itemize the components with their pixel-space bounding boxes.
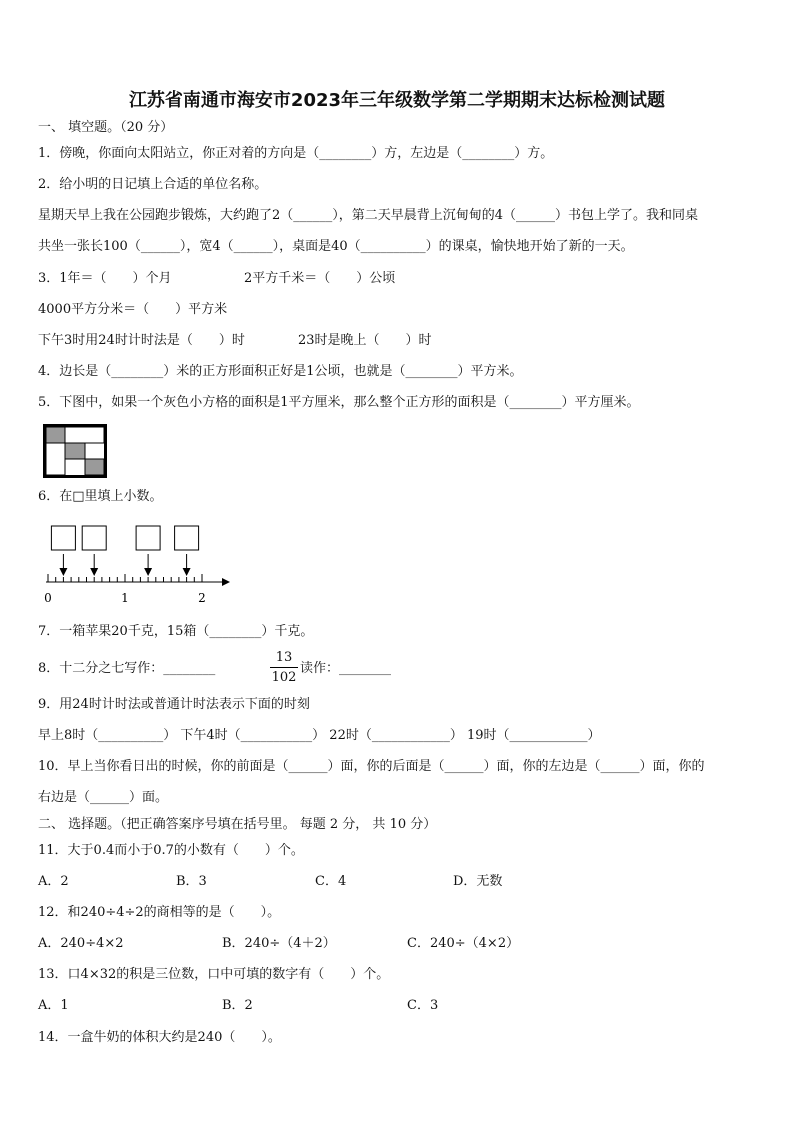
question-3-part-b: 2平方千米＝（ ）公顷 — [244, 271, 396, 286]
pointer-arrow-icon — [144, 568, 152, 576]
question-2-line-1: 星期天早上我在公园跑步锻炼，大约跑了2（______），第二天早晨背上沉甸甸的4（______）书包上学了。我和同桌 — [38, 208, 699, 223]
page-title: 江苏省南通市海安市2023年三年级数学第二学期期末达标检测试题 — [128, 90, 666, 111]
option-c: C．3 — [407, 998, 439, 1013]
question-2-line-2: 共坐一张长100（______），宽4（______），桌面是40（__________）的课桌，愉快地开始了新的一天。 — [38, 239, 634, 254]
question-14: 14．一盒牛奶的体积大约是240（ ）。 — [38, 1030, 281, 1045]
question-8-part-a: 8．十二分之七写作：________ — [38, 661, 216, 676]
gray-cell — [65, 443, 85, 459]
question-6: 6．在□里填上小数。 — [38, 489, 163, 504]
question-4: 4．边长是（________）米的正方形面积正好是1公顷，也就是（________）平方米。 — [38, 364, 523, 379]
gray-cell — [85, 459, 104, 475]
pointer-arrow-icon — [90, 568, 98, 576]
option-b: B．3 — [176, 874, 207, 889]
answer-box — [82, 526, 106, 550]
answer-box — [175, 526, 199, 550]
option-d: D．无数 — [453, 874, 503, 889]
pointer-arrow-icon — [59, 568, 67, 576]
option-c: C．4 — [315, 874, 347, 889]
question-7: 7．一箱苹果20千克，15箱（________）千克。 — [38, 624, 314, 639]
tick-label: 2 — [198, 591, 206, 605]
option-c: C．240÷（4×2） — [407, 936, 520, 951]
number-line — [38, 520, 248, 608]
answer-box — [136, 526, 160, 550]
grid-square-figure — [43, 424, 107, 478]
question-9: 9．用24时计时法或普通计时法表示下面的时刻 — [38, 697, 310, 712]
question-3-part-e: 23时是晚上（ ）时 — [298, 333, 432, 348]
question-11: 11．大于0.4而小于0.7的小数有（ ）个。 — [38, 843, 304, 858]
option-b: B．240÷（4＋2） — [222, 936, 336, 951]
section-2-heading: 二、 选择题。（把正确答案序号填在括号里。 每题 2 分， 共 10 分） — [38, 817, 437, 832]
question-8-part-b: 读作：________ — [300, 661, 392, 676]
question-3-part-d: 下午3时用24时计时法是（ ）时 — [38, 333, 245, 348]
question-3-part-a: 3．1年＝（ ）个月 — [38, 271, 172, 286]
gray-cell — [46, 427, 65, 443]
tick-label: 1 — [121, 591, 129, 605]
fraction-13-over-102 — [270, 650, 298, 685]
pointer-arrow-icon — [183, 568, 191, 576]
question-12: 12．和240÷4÷2的商相等的是（ ）。 — [38, 905, 281, 920]
answer-box — [51, 526, 75, 550]
question-2: 2．给小明的日记填上合适的单位名称。 — [38, 177, 268, 192]
question-10-line-1: 10．早上当你看日出的时候，你的前面是（______）面，你的后面是（______）面，你的左边是（______）面，你的 — [38, 759, 705, 774]
section-1-heading: 一、 填空题。（20 分） — [38, 120, 174, 135]
fraction-denominator: 102 — [271, 670, 297, 685]
option-a: A．1 — [38, 998, 69, 1013]
option-a: A．2 — [38, 874, 69, 889]
question-10-line-2: 右边是（______）面。 — [38, 790, 169, 805]
option-b: B．2 — [222, 998, 253, 1013]
tick-label: 0 — [44, 591, 52, 605]
fraction-numerator: 13 — [275, 650, 293, 665]
question-13: 13．口4×32的积是三位数，口中可填的数字有（ ）个。 — [38, 967, 390, 982]
question-3-part-c: 4000平方分米＝（ ）平方米 — [38, 302, 228, 317]
option-a: A．240÷4×2 — [38, 936, 124, 951]
question-1: 1．傍晚，你面向太阳站立，你正对着的方向是（________）方，左边是（________）方。 — [38, 146, 554, 161]
question-9-line: 早上8时（__________） 下午4时（___________） 22时（____________） 19时（____________） — [38, 728, 601, 743]
question-5: 5．下图中，如果一个灰色小方格的面积是1平方厘米，那么整个正方形的面积是（________）平方厘米。 — [38, 395, 640, 410]
axis-arrow-icon — [222, 578, 230, 586]
